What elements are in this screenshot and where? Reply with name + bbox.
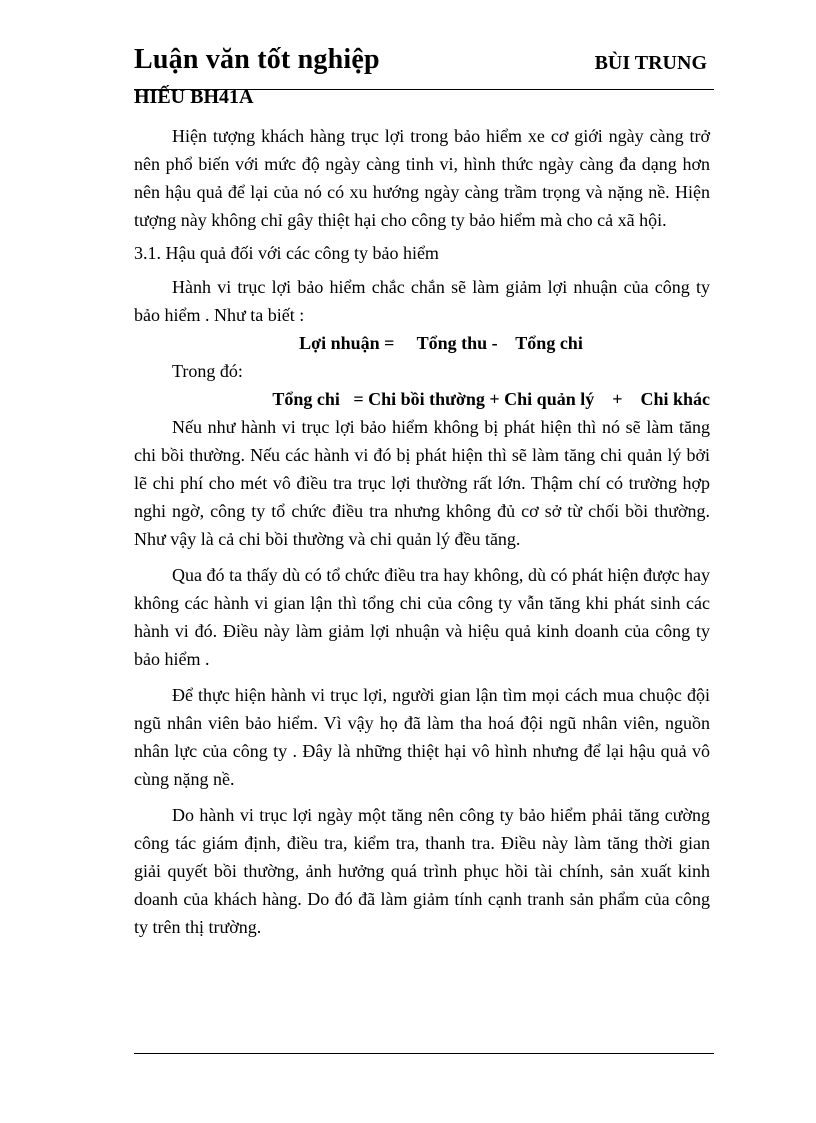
formula-profit: Lợi nhuận = Tổng thu - Tổng chi (299, 333, 583, 353)
header-author: BÙI TRUNG (594, 52, 707, 74)
label-where: Trong đó: (172, 361, 243, 381)
section-heading: 3.1. Hậu quả đối với các công ty bảo hiểm (134, 243, 439, 263)
paragraph-intro: Hiện tượng khách hàng trục lợi trong bảo hiểm xe cơ giới ngày càng trở nên phổ biến với mức độ ngày càng tinh vi, hình thức ngày càng đa dạng hơn nên hậu quả để lại của nó có xu hướng ngày càng trầm trọng và nặng nề. Hiện tượng này không chỉ gây thiệt hại cho công ty bảo hiểm mà cho cả xã hội. (134, 126, 710, 230)
paragraph-bribery: Để thực hiện hành vi trục lợi, người gian lận tìm mọi cách mua chuộc đội ngũ nhân viên bảo hiểm. Vì vậy họ đã làm tha hoá đội ngũ nhân viên, nguồn nhân lực của công ty . Đây là những thiệt hại vô hình nhưng để lại hậu quả vô cùng nặng nề. (134, 685, 710, 789)
paragraph-consequence: Qua đó ta thấy dù có tổ chức điều tra hay không, dù có phát hiện được hay không các hành vi gian lận thì tổng chi của công ty vẫn tăng khi phát sinh các hành vi đó. Điều này làm giảm lợi nhuận và hiệu quả kinh doanh của công ty bảo hiểm . (134, 565, 710, 669)
paragraph-inspection: Do hành vi trục lợi ngày một tăng nên công ty bảo hiểm phải tăng cường công tác giám định, điều tra, kiểm tra, thanh tra. Điều này làm tăng thời gian giải quyết bồi thường, ảnh hưởng quá trình phục hồi tài chính, sản xuất kinh doanh của khách hàng. Do đó đã làm giảm tính cạnh tranh sản phẩm của công ty trên thị trường. (134, 805, 710, 937)
formula-total-cost: Tổng chi = Chi bồi thường + Chi quản lý + Chi khác (272, 389, 710, 409)
paragraph-detection: Nếu như hành vi trục lợi bảo hiểm không bị phát hiện thì nó sẽ làm tăng chi bồi thường. Nếu các hành vi đó bị phát hiện thì sẽ làm tăng chi quản lý bởi lẽ chi phí cho mét vô điều tra trục lợi thường rất lớn. Thậm chí có trường hợp nghi ngờ, công ty tổ chức điều tra nhưng không đủ cơ sở từ chối bồi thường. Như vậy là cả chi bồi thường và chi quản lý đều tăng. (134, 417, 710, 549)
document-body (134, 122, 710, 941)
footer-rule (134, 1053, 714, 1054)
header-author-continued: HIẾU BH41A (134, 86, 254, 108)
header-title: Luận văn tốt nghiệp (134, 44, 380, 75)
paragraph-profit: Hành vi trục lợi bảo hiểm chắc chắn sẽ làm giảm lợi nhuận của công ty bảo hiểm . Như ta biết : (134, 277, 710, 325)
